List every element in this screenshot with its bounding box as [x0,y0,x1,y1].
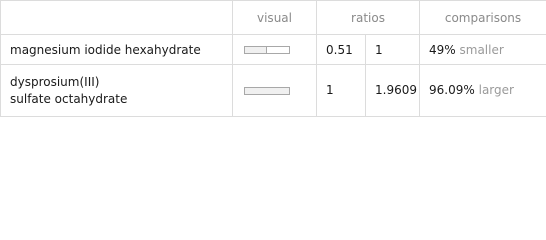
compound-name [1,35,233,65]
comparison-cell [420,65,546,117]
ratio-bar [244,46,290,54]
comparison-table [0,0,546,117]
compound-name-line2: sulfate octahydrate [10,91,128,106]
compound-name-line1: dysprosium(III) [10,74,100,89]
comparison-cell [420,35,546,65]
ratio-bar [244,87,290,95]
visual-cell [233,65,317,117]
visual-cell [233,35,317,65]
ratio-bar-fill [245,47,267,53]
comparison-value: 49% [429,42,456,57]
table-row [1,65,546,117]
ratio-value: 0.51 [317,35,366,65]
comparison-word: larger [478,83,514,97]
ratio-bar-fill [245,88,289,94]
header-blank [1,1,233,35]
ratio-value: 1.9609 [366,65,420,117]
header-ratios: ratios [317,1,420,35]
ratio-value: 1 [366,35,420,65]
compound-name-text: magnesium iodide hexahydrate [10,42,201,57]
ratio-bar-marker [266,47,267,53]
compound-name [1,65,233,117]
header-visual: visual [233,1,317,35]
table-row [1,35,546,65]
comparison-value: 96.09% [429,83,475,97]
ratio-value: 1 [317,65,366,117]
header-comparisons: comparisons [420,1,546,35]
comparison-word: smaller [459,42,504,57]
header-row [1,1,546,35]
